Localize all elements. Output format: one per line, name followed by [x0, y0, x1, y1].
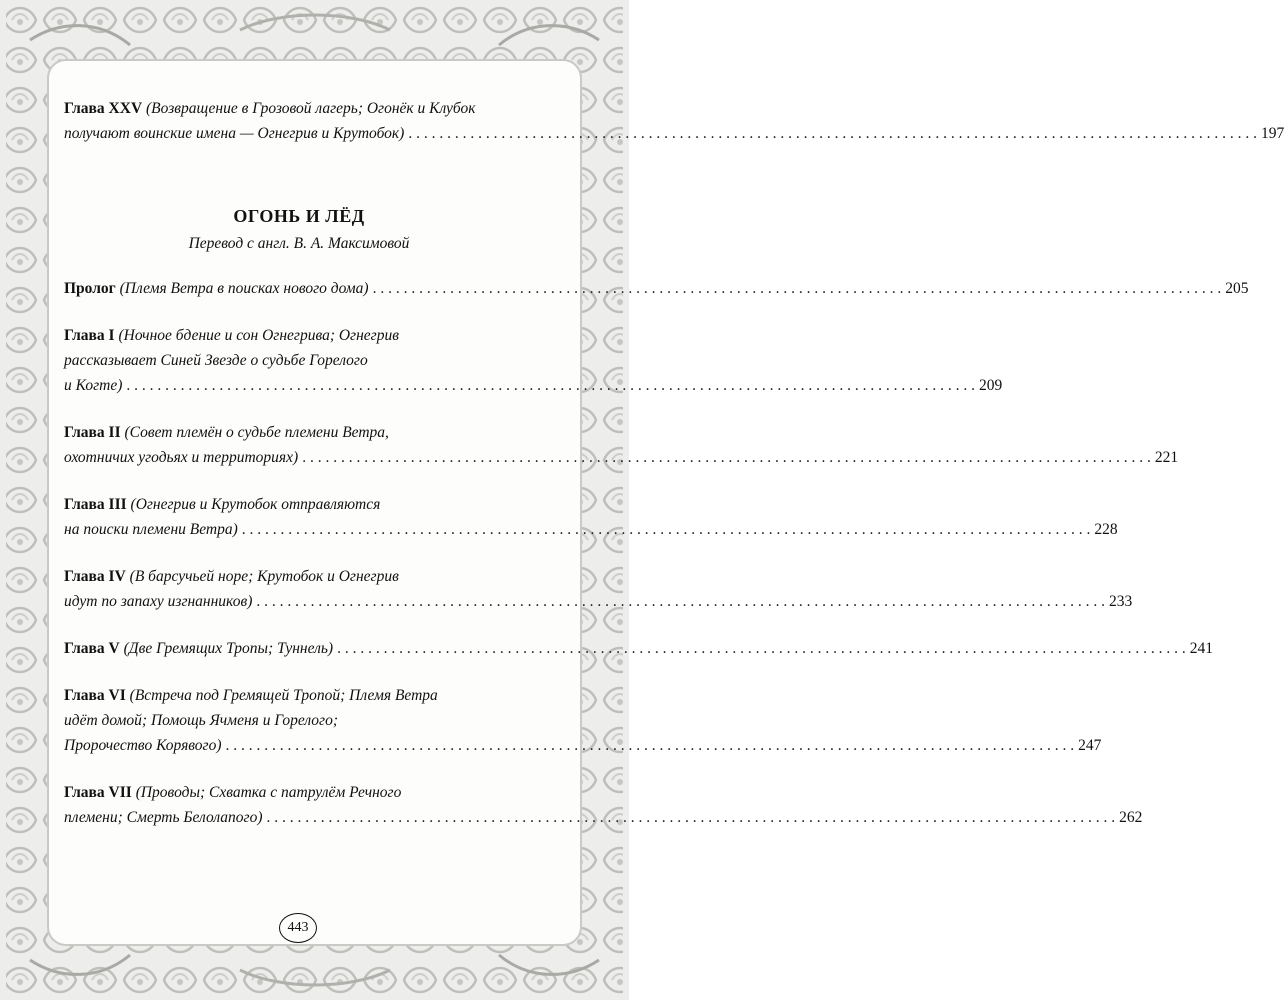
chapter-description: (В барсучьей норе; Крутобок и Огнегрив [129, 568, 399, 585]
chapter-description: (Огнегрив и Крутобок отправляются [130, 496, 381, 513]
toc-line [64, 348, 534, 373]
dot-leader [302, 445, 1151, 470]
page-ref: 205 [1225, 280, 1249, 297]
toc-entry [64, 636, 1213, 661]
entry-gap [64, 542, 534, 564]
page-number-badge [279, 913, 317, 943]
chapter-description: и Когте) [64, 377, 123, 394]
toc-line [64, 708, 534, 733]
section-subtitle: Перевод с англ. В. А. Максимовой [188, 235, 410, 252]
toc-entry [64, 323, 1003, 398]
chapter-description: рассказывает Синей Звезде о судьбе Горелого [64, 352, 368, 369]
page-ref: 241 [1189, 640, 1213, 657]
page-ref: 247 [1078, 737, 1102, 754]
chapter-description: (Проводы; Схватка с патрулём Речного [135, 784, 402, 801]
entry-gap [64, 614, 534, 636]
page-ref: 209 [979, 377, 1003, 394]
toc-line [64, 420, 534, 445]
toc-entry [64, 780, 1143, 830]
toc-line [64, 96, 534, 121]
toc-line [64, 733, 1102, 758]
toc-line [64, 492, 534, 517]
toc-line [64, 683, 534, 708]
dot-leader [126, 373, 975, 398]
toc-line [64, 780, 534, 805]
chapter-label: Пролог [64, 280, 116, 297]
toc-line [64, 323, 534, 348]
toc-line [64, 276, 1249, 301]
toc-line [64, 373, 1003, 398]
toc-entry [64, 492, 1118, 542]
chapter-description: идёт домой; Помощь Ячменя и Горелого; [64, 712, 339, 729]
toc-entry [64, 683, 1102, 758]
section-title: ОГОНЬ И ЛЁД [233, 206, 365, 226]
chapter-description: (Племя Ветра в поисках нового дома) [119, 280, 369, 297]
toc-line [64, 589, 1133, 614]
chapter-description: племени; Смерть Белолапого) [64, 809, 263, 826]
chapter-description: (Ночное бдение и сон Огнегрива; Огнегрив [118, 327, 399, 344]
chapter-description: (Совет племён о судьбе племени Ветра, [124, 424, 389, 441]
entry-gap [64, 398, 534, 420]
dot-leader [373, 276, 1222, 301]
chapter-label: Глава III [64, 496, 127, 513]
chapter-description: (Возвращение в Грозовой лагерь; Огонёк и Клубок [146, 100, 476, 117]
chapter-description: (Встреча под Гремящей Тропой; Племя Ветра [129, 687, 438, 704]
page-ref: 197 [1260, 125, 1284, 142]
chapter-description: идут по запаху изгнанников) [64, 593, 253, 610]
chapter-label: Глава VII [64, 784, 132, 801]
chapter-label: Глава II [64, 424, 121, 441]
page-ref: 221 [1154, 449, 1179, 466]
chapter-label: Глава I [64, 327, 115, 344]
dot-leader [408, 121, 1257, 146]
entry-gap [64, 470, 534, 492]
entry-gap [64, 661, 534, 683]
toc-entry-chapter-25 [64, 96, 1284, 146]
page-ref: 262 [1119, 809, 1143, 826]
chapter-description: Пророчество Корявого) [64, 737, 222, 754]
toc-entry [64, 420, 1179, 470]
entry-gap [64, 758, 534, 780]
toc-line [64, 636, 1213, 661]
chapter-description: охотничих угодьях и территориях) [64, 449, 299, 466]
toc-line [64, 517, 1118, 542]
chapter-label: Глава V [64, 640, 120, 657]
chapter-description: (Две Гремящих Тропы; Туннель) [123, 640, 334, 657]
toc-entry [64, 276, 1249, 301]
toc-line [64, 445, 1179, 470]
dot-leader [337, 636, 1186, 661]
dot-leader [267, 805, 1116, 830]
chapter-label: Глава XXV [64, 100, 143, 117]
toc-entries [64, 276, 1249, 830]
table-of-contents [64, 96, 1284, 830]
toc-line [64, 564, 534, 589]
toc-line [64, 121, 1284, 146]
entry-gap [64, 301, 534, 323]
dot-leader [256, 589, 1105, 614]
toc-line [64, 805, 1143, 830]
chapter-description: на поиски племени Ветра) [64, 521, 238, 538]
page-number: 443 [287, 920, 309, 935]
page-ref: 228 [1094, 521, 1118, 538]
chapter-label: Глава VI [64, 687, 126, 704]
page-ref: 233 [1108, 593, 1133, 610]
dot-leader [226, 733, 1075, 758]
chapter-label: Глава IV [64, 568, 126, 585]
toc-entry [64, 564, 1133, 614]
dot-leader [242, 517, 1091, 542]
chapter-description: получают воинские имена — Огнегрив и Крутобок) [64, 125, 405, 142]
